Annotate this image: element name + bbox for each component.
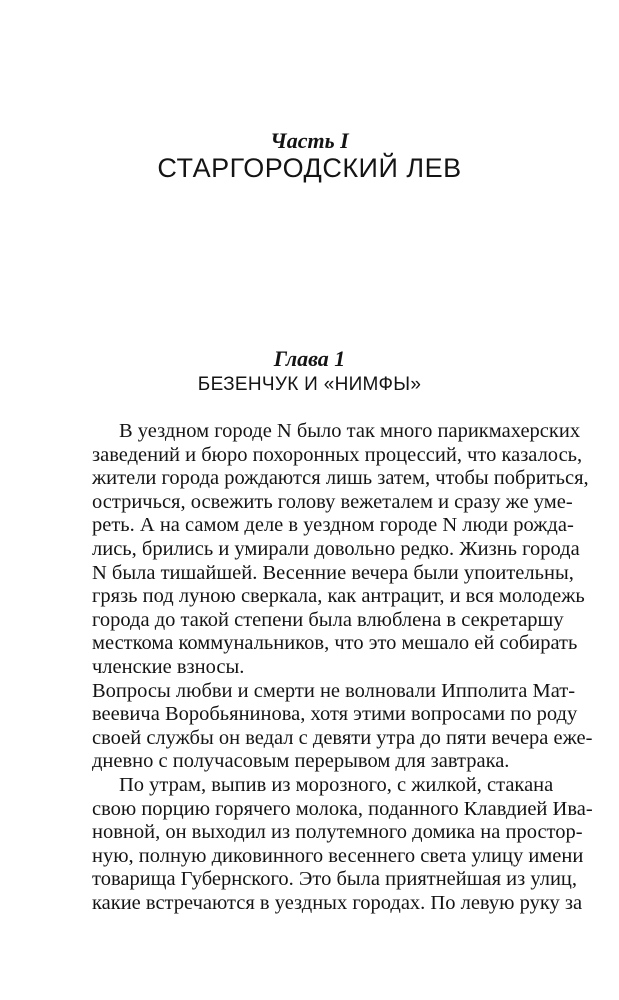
- text-line: ную, полную диковинного весеннего света улицу имени: [92, 844, 584, 867]
- text-line: своей службы он ведал с девяти утра до пяти вечера еже-: [92, 726, 593, 749]
- text-line: веевича Воробьянинова, хотя этими вопросами по роду: [92, 703, 578, 726]
- text-line: какие встречаются в уездных городах. По левую руку за: [92, 891, 583, 914]
- text-line: реть. А на самом деле в уездном городе N люди рожда-: [92, 514, 574, 537]
- text-line: заведений и бюро похоронных процессий, что казалось,: [92, 443, 583, 466]
- text-line: города до такой степени была влюблена в секретаршу: [92, 608, 564, 631]
- text-line: товарища Губернского. Это была приятнейшая из улиц,: [92, 868, 578, 891]
- text-line: В уездном городе N было так много парикмахерских: [119, 420, 581, 442]
- text-line: новной, он выходил из полутемного домика на простор-: [92, 821, 583, 844]
- text-line: Вопросы любви и смерти не волновали Ипполита Мат-: [92, 679, 576, 702]
- text-line: грязь под луною сверкала, как антрацит, и вся молодежь: [92, 585, 585, 608]
- text-line: По утрам, выпив из морозного, с жилкой, стакана: [119, 773, 554, 796]
- text-line: жители города рождаются лишь затем, чтобы побриться,: [92, 467, 589, 490]
- text-line: месткома коммунальников, что это мешало ей собирать: [92, 632, 578, 655]
- text-line: лись, брились и умирали довольно редко. Жизнь города: [92, 537, 580, 560]
- text-line: остричься, освежить голову вежеталем и сразу же уме-: [92, 490, 573, 513]
- part-label: Часть I: [270, 128, 349, 153]
- body-text: [92, 420, 593, 915]
- text-line: дневно с получасовым перерывом для завтрака.: [92, 750, 510, 773]
- chapter-title: БЕЗЕНЧУК И «НИМФЫ»: [197, 374, 422, 395]
- part-title: СТАРГОРОДСКИЙ ЛЕВ: [157, 153, 462, 183]
- text-line: свою порцию горячего молока, поданного Клавдией Ива-: [92, 797, 593, 820]
- chapter-label: Глава 1: [273, 346, 346, 371]
- text-line: N была тишайшей. Весенние вечера были упоительны,: [92, 561, 574, 584]
- text-line: членские взносы.: [92, 655, 245, 678]
